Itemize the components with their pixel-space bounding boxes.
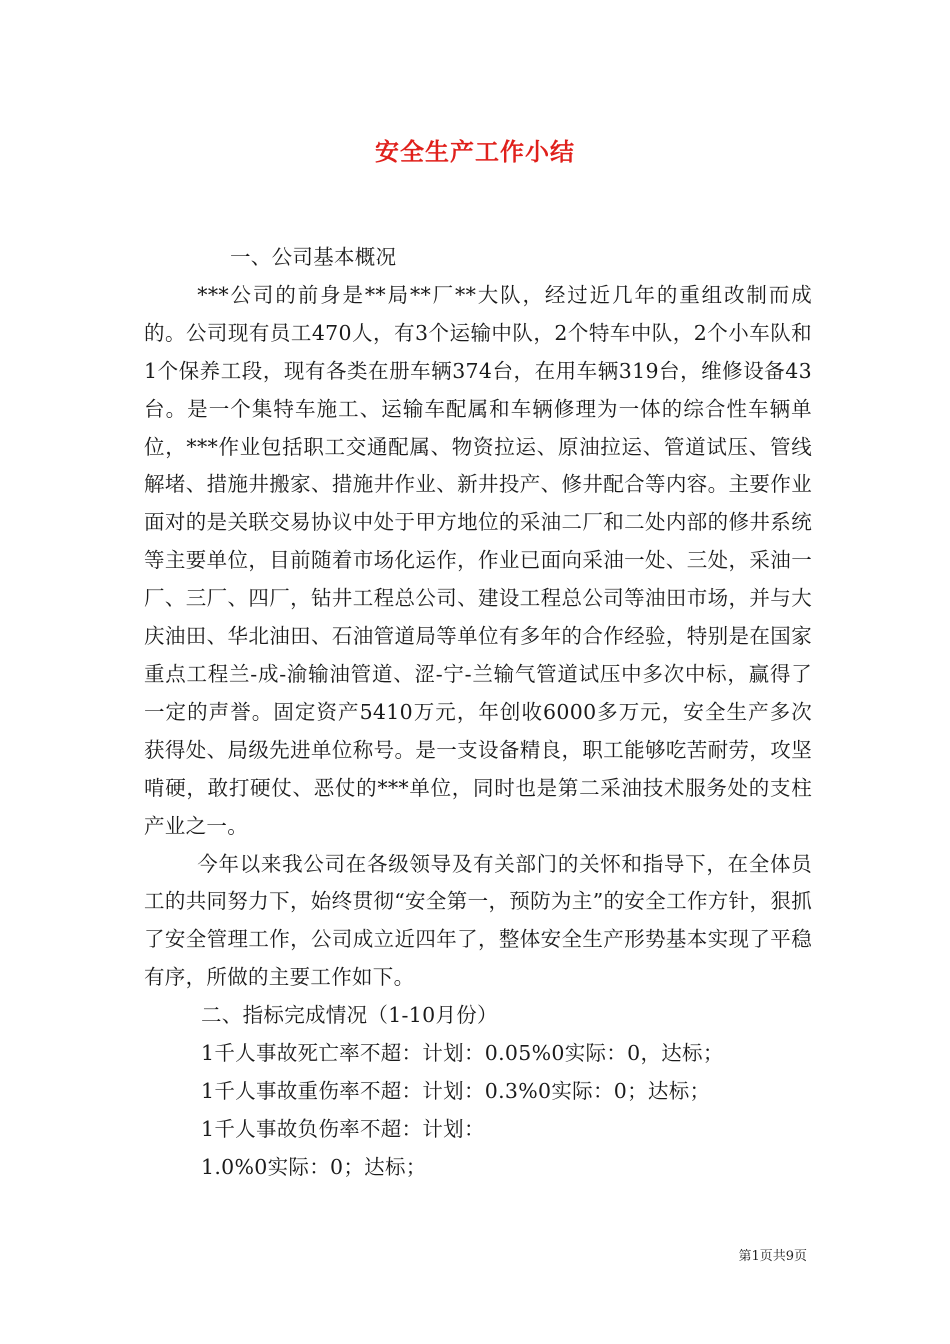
indicator-serious-injury-rate: 1千人事故重伤率不超：计划：0.3%0实际：0；达标； <box>201 1078 711 1103</box>
section-heading-indicators: 二、指标完成情况（1-10月份） <box>201 1003 498 1028</box>
paragraph-company-overview: ***公司的前身是**局**厂**大队，经过近几年的重组改制而成的。公司现有员工470人，有3个运输中队，2个特车中队，2个小车队和1个保养工段，现有各类在册车辆374台，在用车辆319台，维修设备43台。是一个集特车施工、运输车配属和车辆修理为一体的综合性车辆单位，***作业包括职工交通配属、物资拉运、原油拉运、管道试压、管线解堵、措施井搬家、措施井作业、新井投产、修井配合等内容。主要作业面对的是关联交易协议中处于甲方地位的采油二厂和二处内部的修井系统等主要单位，目前随着市场化运作，作业已面向采油一处、三处，采油一厂、三厂、四厂，钻井工程总公司、建设工程总公司等油田市场，并与大庆油田、华北油田、石油管道局等单位有多年的合作经验，特别是在国家重点工程兰-成-渝输油管道、涩-宁-兰输气管道试压中多次中标，赢得了一定的声誉。固定资产5410万元，年创收6000多万元，安全生产多次获得处、局级先进单位称号。是一支设备精良，职工能够吃苦耐劳，攻坚啃硬，敢打硬仗、恶仗的***单位，同时也是第二采油技术服务处的支柱产业之一。 <box>144 282 812 838</box>
indicator-injury-rate-actual: 1.0%0实际：0；达标； <box>201 1154 427 1179</box>
section-heading-overview: 一、公司基本概况 <box>230 245 397 269</box>
document-body <box>144 239 812 1187</box>
document-title: 安全生产工作小结 <box>375 137 575 166</box>
page-footer: 第1页共9页 <box>738 1249 807 1264</box>
paragraph-safety-summary: 今年以来我公司在各级领导及有关部门的关怀和指导下，在全体员工的共同努力下，始终贯彻“安全第一，预防为主”的安全工作方针，狠抓了安全管理工作，公司成立近四年了，整体安全生产形势基本实现了平稳有序，所做的主要工作如下。 <box>144 851 812 990</box>
indicator-injury-rate: 1千人事故负伤率不超：计划： <box>201 1116 485 1141</box>
indicator-fatality-rate: 1千人事故死亡率不超：计划：0.05%0实际：0，达标； <box>201 1041 724 1066</box>
